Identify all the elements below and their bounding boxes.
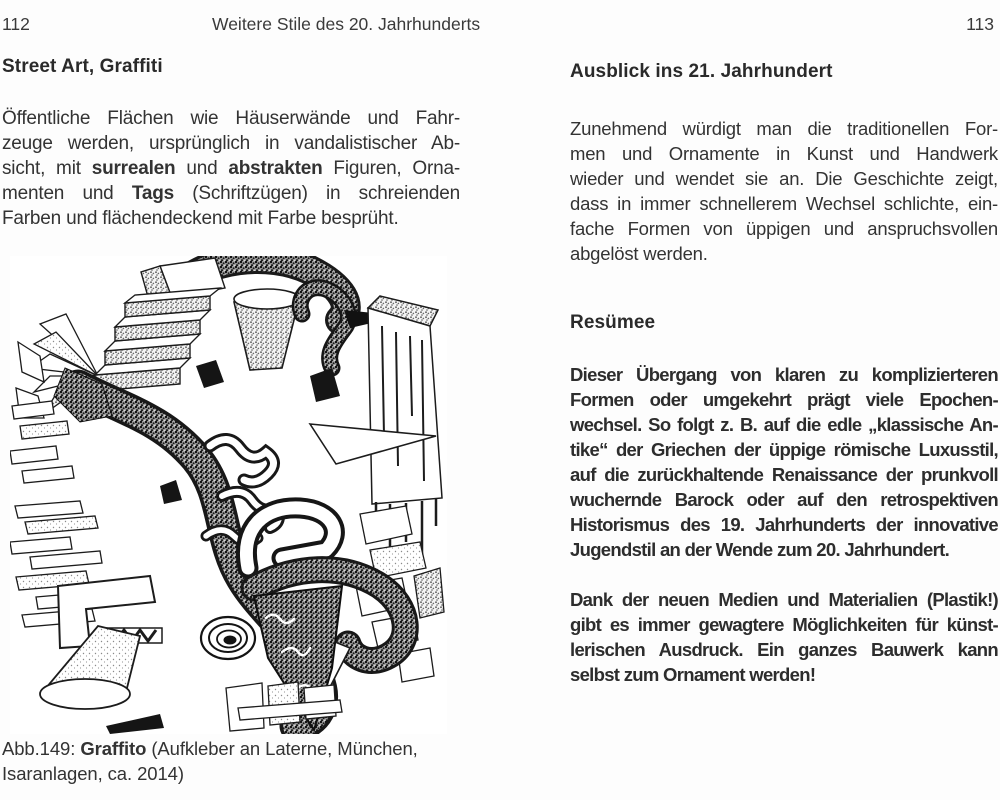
left-column-paragraph: Öffentliche Flächen wie Häuserwände und Fahr- zeuge werden, ursprünglich in vandalistischer Ab- sicht, mit surrealen und abstrakten Figuren, Orna- menten und Tags (Schriftzügen) in schreienden Farben und flächendeckend mit Farbe besprüht.: [2, 108, 460, 229]
heading-street-art: Street Art, Graffiti: [2, 56, 163, 77]
right-paragraph-outlook: Zunehmend würdigt man die traditionellen For- men und Ornamente in Kunst und Handwerk wieder und wendet sie an. Die Geschichte zeigt, dass in immer schnellerem Wechsel schlichte, ein- fache Formen von üppigen und anspruchsvollen abgelöst werden.: [570, 118, 998, 264]
left-page-number: 112: [2, 14, 30, 34]
spiral-eye: [201, 617, 255, 659]
figure-graffito: [10, 256, 447, 734]
heading-ausblick: Ausblick ins 21. Jahrhundert: [570, 61, 833, 82]
right-paragraph-finale: Dank der neuen Medien und Materialien (Plastik!) gibt es immer gewagtere Möglichkeiten für künst- lerischen Ausdruck. Ein ganzes Bauwerk kann selbst zum Ornament werden!: [570, 589, 998, 685]
right-page-number: 113: [966, 14, 994, 34]
right-paragraph-resume: Dieser Übergang von klaren zu komplizierteren Formen oder umgekehrt prägt viele Epochen- wechsel. So folgt z. B. auf die edle „klassische An- tike“ der Griechen der üppige römische Luxusstil, auf die zurückhaltende Renaissance der prunkvoll wuchernde Barock oder auf den retrospektiven Historismus des 19. Jahrhunderts der innovative Jugendstil an der Wende zum 20. Jahrhundert.: [570, 364, 998, 560]
graffito-drawing-icon: [10, 256, 447, 734]
running-header: Weitere Stile des 20. Jahrhunderts: [212, 14, 481, 34]
figure-caption: Abb.149: Graffito (Aufkleber an Laterne, München, Isaranlagen, ca. 2014): [2, 738, 418, 784]
heading-resumee: Resümee: [570, 312, 656, 333]
